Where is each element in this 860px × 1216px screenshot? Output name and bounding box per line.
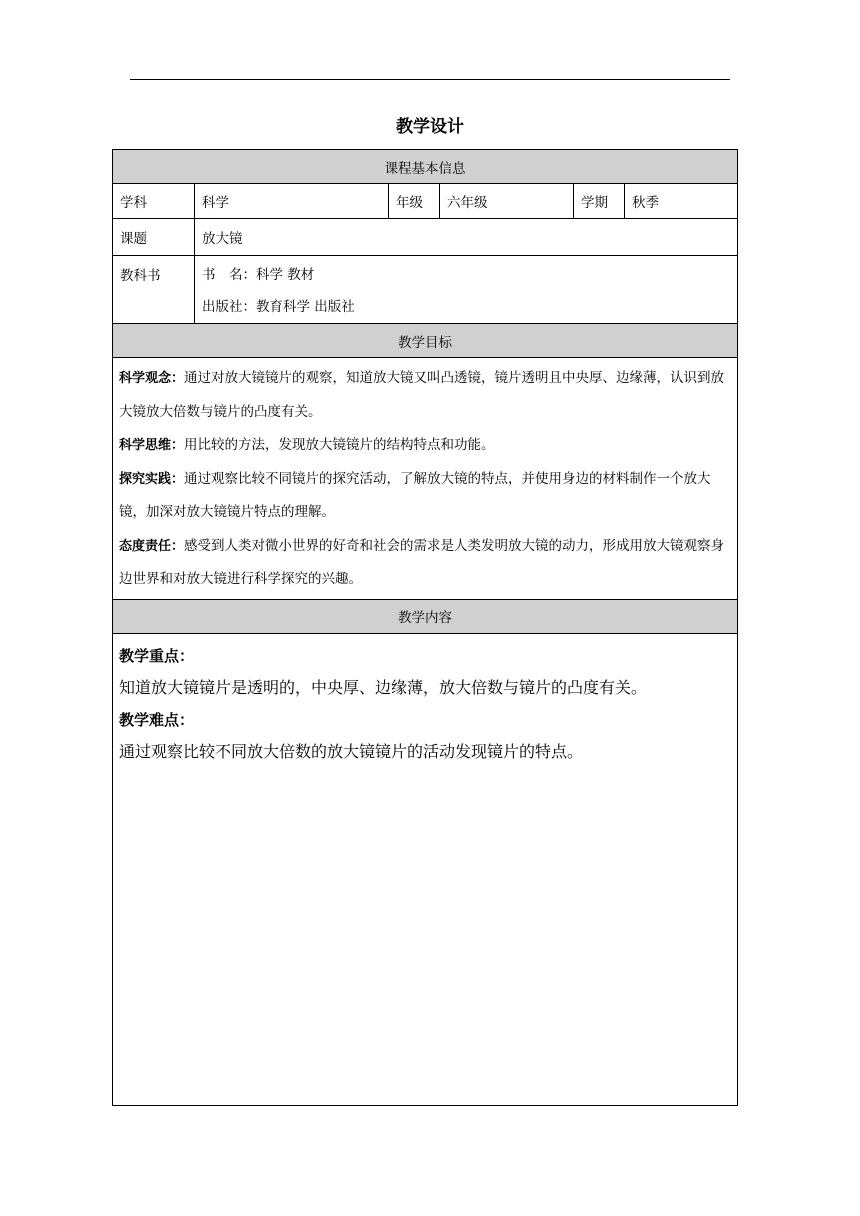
key-points-text: 知道放大镜镜片是透明的，中央厚、边缘薄，放大倍数与镜片的凸度有关。: [119, 677, 648, 697]
grade-label: 年级: [389, 184, 440, 219]
topic-value: 放大镜: [195, 219, 738, 256]
objective-item: [119, 530, 731, 597]
objective-text: 用比较的方法，发现放大镜镜片的结构特点和功能。: [184, 437, 495, 453]
textbook-label: 教科书: [113, 256, 195, 324]
objective-item: [119, 362, 731, 429]
section-header-basic-info: 课程基本信息: [113, 150, 738, 184]
objective-item: [119, 429, 731, 463]
objective-text: 通过对放大镜镜片的观察，知道放大镜又叫凸透镜，镜片透明且中央厚、边缘薄，认识到放大镜放大倍数与镜片的凸度有关。: [119, 370, 725, 420]
term-value: 秋季: [625, 184, 738, 219]
objective-label: 科学观念：: [119, 371, 185, 386]
objective-item: [119, 463, 731, 530]
textbook-publisher: 出版社：教育科学 出版社: [202, 299, 355, 315]
difficulties-heading: 教学难点：: [119, 710, 195, 729]
document-title: 教学设计: [396, 117, 464, 137]
objective-text: 通过观察比较不同镜片的探究活动，了解放大镜的特点，并使用身边的材料制作一个放大镜，加深对放大镜镜片特点的理解。: [119, 470, 711, 520]
objective-text: 感受到人类对微小世界的好奇和社会的需求是人类发明放大镜的动力，形成用放大镜观察身边世界和对放大镜进行科学探究的兴趣。: [119, 537, 725, 587]
term-label: 学期: [574, 184, 625, 219]
textbook-name: 书 名：科学 教材: [202, 267, 315, 283]
textbook-info: [195, 256, 738, 324]
objective-label: 科学思维：: [119, 438, 185, 453]
grade-value: 六年级: [440, 184, 574, 219]
header-rule: [130, 79, 730, 80]
objective-label: 探究实践：: [119, 471, 185, 487]
objective-label: 态度责任：: [119, 538, 185, 554]
topic-label: 课题: [113, 219, 195, 256]
subject-value: 科学: [195, 184, 389, 219]
section-header-content: 教学内容: [113, 599, 738, 633]
key-points-heading: 教学重点：: [119, 646, 195, 665]
subject-label: 学科: [113, 184, 195, 219]
objectives-list: [113, 358, 738, 600]
lesson-plan-table: [112, 149, 738, 1106]
section-header-objectives: 教学目标: [113, 324, 738, 358]
content-body: [113, 633, 738, 1106]
difficulties-text: 通过观察比较不同放大倍数的放大镜镜片的活动发现镜片的特点。: [119, 741, 584, 761]
